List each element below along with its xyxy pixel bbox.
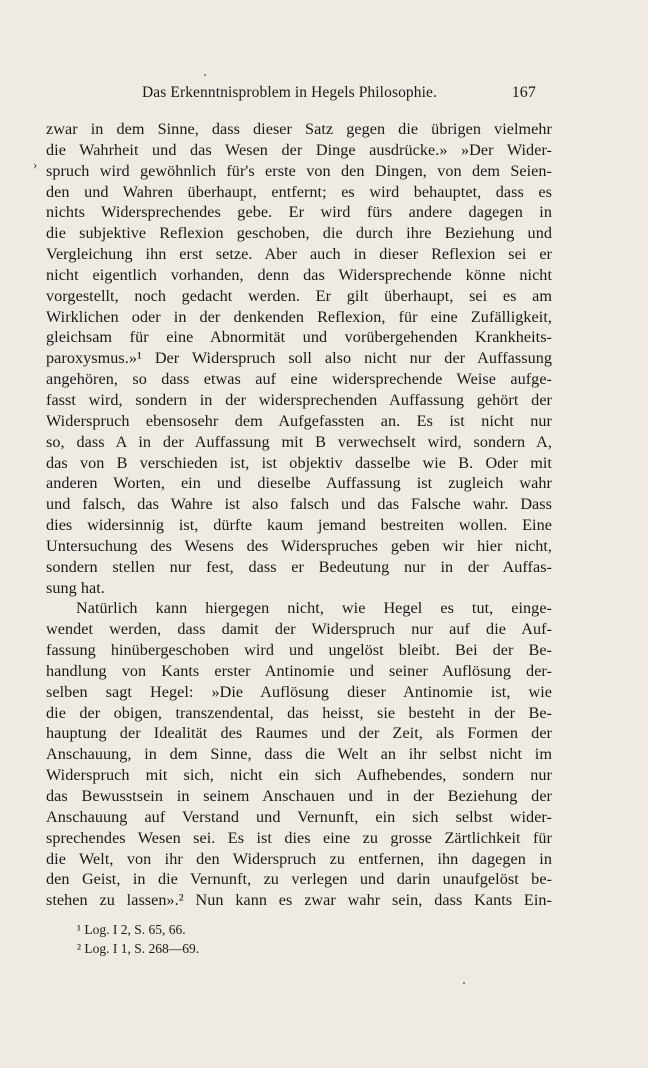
- text-line: so, dass A in der Auffassung mit B verwechselt wird, sondern A,: [46, 432, 552, 451]
- text-line: zwar in dem Sinne, dass dieser Satz gegen die übrigen vielmehr: [46, 120, 552, 138]
- footnote-1: ¹ Log. I 2, S. 65, 66.: [77, 922, 186, 937]
- running-header: [46, 84, 536, 106]
- text-line: Anschauung, in dem Sinne, dass die Welt an ihr selbst nicht im: [46, 745, 552, 764]
- text-line: die Wahrheit und das Wesen der Dinge ausdrücke.» »Der Wider-: [46, 140, 552, 159]
- text-line: nicht eigentlich vorhanden, denn das Widersprechende könne nicht: [46, 265, 552, 284]
- print-speck: [204, 74, 206, 76]
- text-line: Untersuchung des Wesens des Widerspruches geben wir hier nicht,: [46, 536, 552, 555]
- running-title: Das Erkenntnisproblem in Hegels Philosophie.: [142, 84, 437, 101]
- paragraph-start-line: Natürlich kann hiergegen nicht, wie Hegel es tut, einge-: [76, 599, 552, 618]
- text-line: fasst wird, sondern in der widersprechenden Auffassung gehört der: [46, 390, 552, 409]
- margin-mark: ›: [33, 157, 38, 172]
- text-line: angehören, so dass etwas auf eine widersprechende Weise aufge-: [46, 370, 552, 389]
- text-line: vorgestellt, noch gedacht werden. Er gilt überhaupt, sei es am: [46, 286, 552, 305]
- text-line: handlung von Kants erster Antinomie und seiner Auflösung der-: [46, 661, 552, 680]
- text-line: wendet werden, dass damit der Widerspruch nur auf die Auf-: [46, 620, 552, 639]
- text-line: Anschauung auf Verstand und Vernunft, ein sich selbst wider-: [46, 807, 552, 826]
- text-line: sprechendes Wesen sei. Es ist dies eine zu grosse Zärtlichkeit für: [46, 828, 552, 847]
- text-line: hauptung der Idealität des Raumes und der Zeit, als Formen der: [46, 724, 552, 743]
- text-line: selben sagt Hegel: »Die Auflösung dieser Antinomie ist, wie: [46, 682, 552, 701]
- text-line: das von B verschieden ist, ist objektiv dasselbe wie B. Oder mit: [46, 453, 552, 472]
- text-line: stehen zu lassen».² Nun kann es zwar wahr sein, dass Kants Ein-: [46, 891, 552, 910]
- text-line: spruch wird gewöhnlich für's erste von den Dingen, von dem Seien-: [46, 161, 552, 180]
- text-line: den Geist, in die Vernunft, zu verlegen und darin unaufgelöst be-: [46, 870, 552, 889]
- text-line: Vergleichung ihn erst setze. Aber auch in dieser Reflexion sei er: [46, 245, 552, 264]
- paragraph-end-line: sung hat.: [46, 578, 105, 597]
- text-line: fassung hinübergeschoben wird und ungelöst bleibt. Bei der Be-: [46, 641, 552, 660]
- text-line: anderen Worten, ein und dieselbe Auffassung ist zugleich wahr: [46, 474, 552, 493]
- text-line: die Welt, von ihr den Widerspruch zu entfernen, ihn dagegen in: [46, 849, 552, 868]
- text-line: die subjektive Reflexion geschoben, die durch ihre Beziehung und: [46, 224, 552, 243]
- text-line: Widerspruch ebensosehr dem Aufgefassten an. Es ist nicht nur: [46, 411, 552, 430]
- text-line: Widerspruch mit sich, nicht ein sich Aufhebendes, sondern nur: [46, 766, 552, 785]
- print-speck: [463, 982, 465, 984]
- body-text: [46, 119, 552, 911]
- text-line: den und Wahren überhaupt, entfernt; es wird behauptet, dass es: [46, 182, 552, 201]
- page-number: 167: [511, 84, 536, 101]
- footnote-2: ² Log. I 1, S. 268—69.: [77, 941, 200, 956]
- text-line: nichts Widersprechendes gebe. Er wird fürs andere dagegen in: [46, 203, 552, 222]
- text-line: und falsch, das Wahre ist also falsch und das Falsche wahr. Dass: [46, 495, 552, 514]
- text-line: die der obigen, transzendental, das heisst, sie besteht in der Be-: [46, 703, 552, 722]
- text-line: paroxysmus.»¹ Der Widerspruch soll also nicht nur der Auffassung: [46, 349, 552, 368]
- text-line: sondern stellen nur fest, dass er Bedeutung nur in der Auffas-: [46, 557, 552, 576]
- text-line: das Bewusstsein in seinem Anschauen und in der Beziehung der: [46, 787, 552, 805]
- text-line: Wirklichen oder in der denkenden Reflexion, für eine Zufälligkeit,: [46, 307, 552, 326]
- footnotes: [77, 920, 199, 958]
- text-line: gleichsam für eine Abnormität und vorübergehenden Krankheits-: [46, 328, 552, 347]
- text-line: dies widersinnig ist, dürfte kaum jemand bestreiten wollen. Eine: [46, 516, 552, 535]
